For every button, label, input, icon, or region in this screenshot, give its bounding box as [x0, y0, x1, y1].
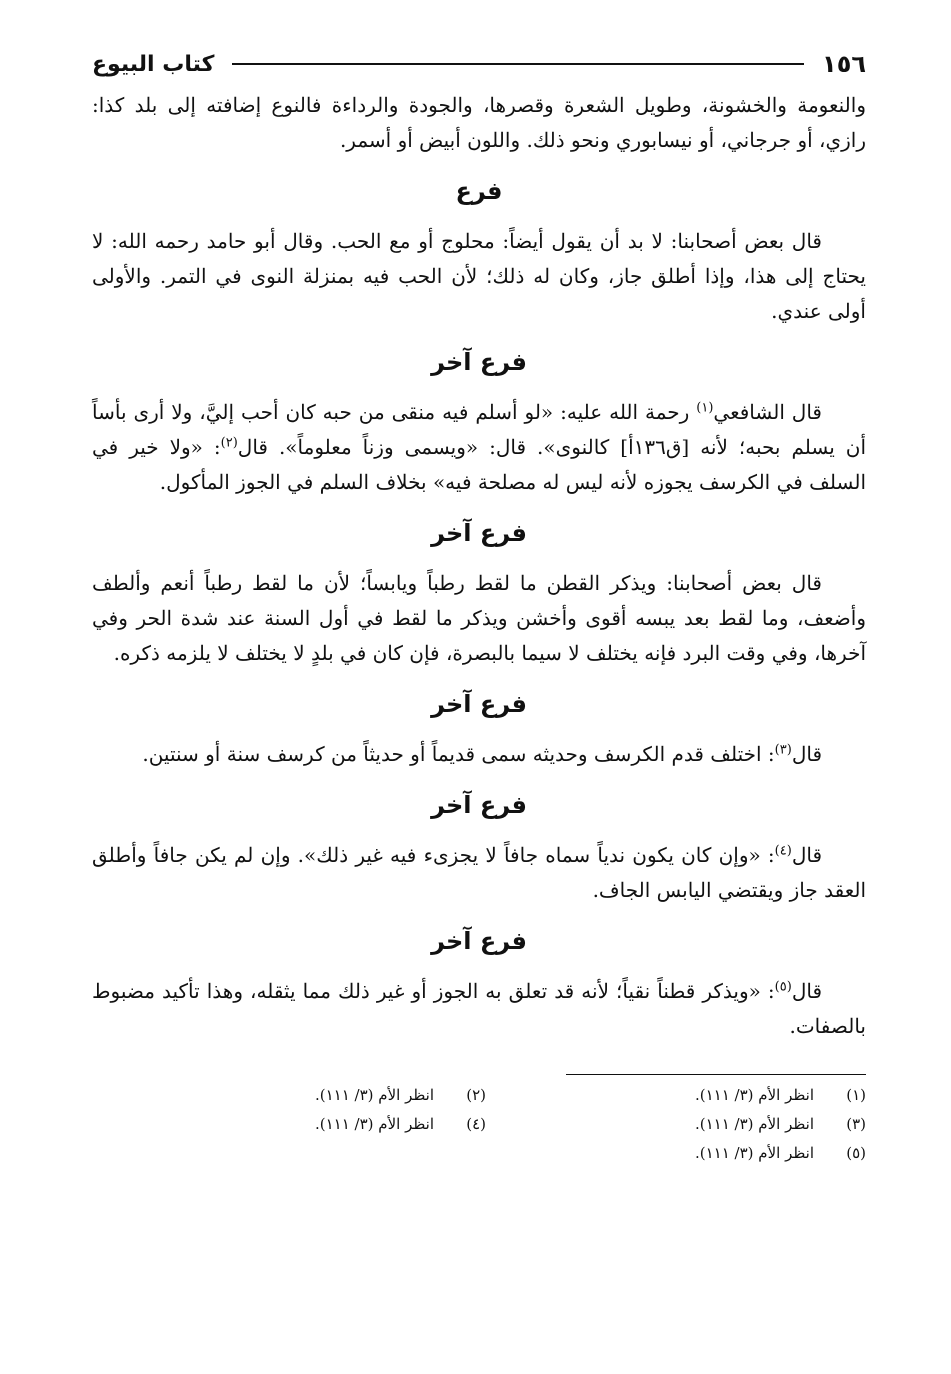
section-paragraph — [92, 974, 866, 1044]
paragraph-text: قال بعض أصحابنا: لا بد أن يقول أيضاً: محلوج أو مع الحب. وقال أبو حامد رحمه الله: لا يحتاج إلى هذا، وإذا أطلق جاز، وكان له ذلك؛ لأن الحب فيه بمنزلة النوى في التمر. والأولى أولى عندي. — [92, 229, 866, 323]
footnote-item — [116, 1081, 486, 1110]
book-title: كتاب البيوع — [92, 51, 215, 77]
section-paragraph — [92, 838, 866, 908]
paragraph-text: قال الشافعي — [713, 400, 822, 424]
footnote-item — [496, 1139, 866, 1168]
paragraph-text: : «وإن كان يكون ندياً سماه جافاً لا يجزىء فيه غير ذلك». وإن لم يكن جافاً وأطلق العقد جاز ويقتضي اليابس الجاف. — [92, 843, 866, 902]
section — [92, 158, 866, 329]
paragraph-text: قال بعض أصحابنا: ويذكر القطن ما لقط رطباً ويابساً؛ لأن ما لقط رطباً أنعم وألطف وأضعف، وما لقط بعد يبسه أقوى وأخشن ويذكر ما لقط في أول السنة عند شدة الحر وفي آخرها، وفي وقت البرد فإنه يختلف لا سيما بالبصرة، فإن كان في بلدٍ لا يختلف لا يلزمه ذكره. — [92, 571, 866, 665]
footnote-ref[interactable]: (١) — [696, 400, 714, 416]
paragraph-text: قال — [791, 979, 822, 1003]
footnote-item — [496, 1110, 866, 1139]
paragraph-text: : اختلف قدم الكرسف وحديثه سمى قديماً أو حديثاً من كرسف سنة أو سنتين. — [142, 742, 775, 766]
section-heading: فرع آخر — [431, 348, 527, 376]
footnote-number: (٥) — [846, 1144, 866, 1162]
section — [92, 671, 866, 772]
section — [92, 500, 866, 671]
page-number: ١٥٦ — [822, 50, 866, 78]
section-paragraph — [92, 224, 866, 329]
footnote-text: انظر الأم (٣/ ١١١). — [314, 1086, 434, 1104]
footnote-number: (٤) — [466, 1115, 486, 1133]
footnotes — [92, 1074, 866, 1168]
paragraph-text: قال — [791, 742, 822, 766]
paragraph-text: : «ويذكر قطناً نقياً؛ لأنه قد تعلق به الجوز أو غير ذلك مما يثقله، وهذا تأكيد مضبوط بالصفات. — [92, 979, 866, 1038]
footnote-ref[interactable]: (٥) — [774, 979, 792, 995]
footnote-number: (٢) — [466, 1086, 486, 1104]
section-heading: فرع آخر — [431, 927, 527, 955]
footnote-list — [92, 1081, 866, 1168]
section-paragraph — [92, 737, 866, 772]
intro-paragraph: والنعومة والخشونة، وطويل الشعرة وقصرها، والجودة والرداءة فالنوع إضافته إلى بلد كذا: رازي، أو جرجاني، أو نيسابوري ونحو ذلك. واللون أبيض أو أسمر. — [92, 93, 866, 152]
section-paragraph — [92, 566, 866, 671]
section-heading: فرع آخر — [431, 791, 527, 819]
footnote-rule — [566, 1074, 866, 1075]
footnote-ref[interactable]: (٢) — [220, 435, 238, 451]
section-heading: فرع آخر — [431, 519, 527, 547]
section — [92, 329, 866, 500]
paragraph-text: قال — [791, 843, 822, 867]
footnote-text: انظر الأم (٣/ ١١١). — [694, 1086, 814, 1104]
footnote-item — [496, 1081, 866, 1110]
section — [92, 772, 866, 908]
footnote-ref[interactable]: (٤) — [774, 843, 792, 859]
footnote-text: انظر الأم (٣/ ١١١). — [314, 1115, 434, 1133]
section-heading: فرع آخر — [431, 690, 527, 718]
footnote-ref[interactable]: (٣) — [774, 742, 792, 758]
footnote-item — [116, 1110, 486, 1139]
footnote-text: انظر الأم (٣/ ١١١). — [694, 1144, 814, 1162]
page-header — [92, 40, 866, 88]
footnote-text: انظر الأم (٣/ ١١١). — [694, 1115, 814, 1133]
section — [92, 908, 866, 1044]
paragraph-text: رحمة الله عليه: «لو أسلم فيه منقى من حبه كان أحب إليَّ، ولا أرى بأساً أن يسلم بحبه؛ لأنه [ق١٣٦أ] كالنوى». قال: «ويسمى وزناً معلوماً». قال — [92, 400, 867, 459]
header-rule — [232, 63, 804, 65]
paragraph-text: : «ولا خير في السلف في الكرسف يجوزه لأنه ليس له مصلحة فيه» بخلاف السلم في الجوز المأكول. — [92, 435, 866, 494]
section-heading: فرع — [455, 177, 503, 205]
book-page — [92, 40, 866, 1168]
footnote-number: (١) — [846, 1086, 866, 1104]
section-paragraph — [92, 395, 866, 500]
footnote-number: (٣) — [846, 1115, 866, 1133]
